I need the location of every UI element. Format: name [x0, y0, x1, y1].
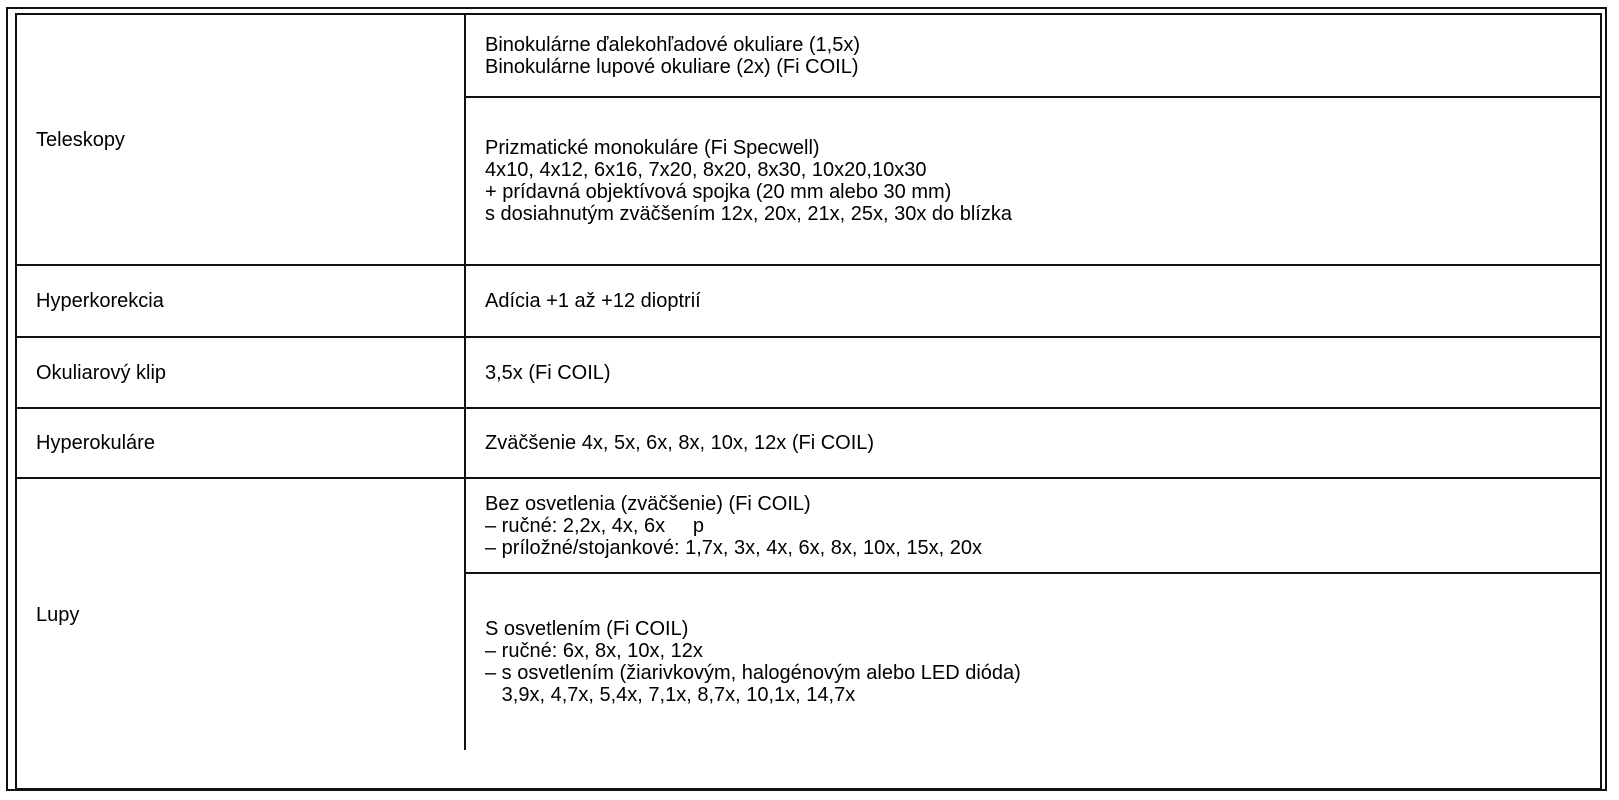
teleskopy-entry-binocular — [466, 15, 1600, 98]
entry-line: 3,5x (Fi COIL) — [485, 361, 611, 384]
lupy-entry-without-light — [466, 479, 1600, 574]
entry-line: – s osvetlením (žiarivkovým, halogénovým alebo LED dióda) — [485, 662, 1021, 684]
row-label-lupy — [17, 479, 466, 750]
row-label-text: Lupy — [36, 603, 80, 626]
entry-line: 3,9x, 4,7x, 5,4x, 7,1x, 8,7x, 10,1x, 14,7x — [485, 684, 856, 706]
lupy-entry-with-light — [466, 574, 1600, 750]
entry-lines — [485, 362, 611, 384]
entry-line: Adícia +1 až +12 dioptrií — [485, 290, 701, 312]
entry-line: S osvetlením (Fi COIL) — [485, 618, 689, 640]
entry-line: Zväčšenie 4x, 5x, 6x, 8x, 10x, 12x (Fi COIL) — [485, 432, 875, 454]
entry-line: Binokulárne ďalekohľadové okuliare (1,5x) — [485, 33, 861, 56]
hyperkorekcia-entry — [466, 266, 1600, 338]
entry-line: – príložné/stojankové: 1,7x, 3x, 4x, 6x, 8x, 10x, 15x, 20x — [485, 536, 982, 559]
entry-line: Bez osvetlenia (zväčšenie) (Fi COIL) — [485, 492, 811, 515]
row-label-text: Hyperkorekcia — [36, 290, 164, 312]
entry-lines — [485, 432, 874, 454]
row-label-hyperkorekcia — [17, 266, 466, 338]
row-label-hyperokulare — [17, 409, 466, 479]
entry-line: + prídavná objektívová spojka (20 mm alebo 30 mm) — [485, 181, 952, 203]
teleskopy-entry-monocular — [466, 98, 1600, 266]
entry-lines — [485, 137, 1012, 225]
entry-line: – ručné: 6x, 8x, 10x, 12x — [485, 640, 703, 662]
entry-lines — [485, 493, 982, 559]
entry-lines — [485, 618, 1021, 706]
entry-line: s dosiahnutým zväčšením 12x, 20x, 21x, 25x, 30x do blízka — [485, 203, 1012, 225]
hyperokulare-entry — [466, 409, 1600, 479]
okuliarovy-klip-entry — [466, 338, 1600, 409]
row-label-text: Teleskopy — [36, 128, 125, 151]
row-label-teleskopy — [17, 15, 466, 266]
entry-lines — [485, 34, 860, 78]
entry-lines — [485, 290, 701, 312]
entry-line: Prizmatické monokuláre (Fi Specwell) — [485, 137, 820, 159]
entry-line: 4x10, 4x12, 6x16, 7x20, 8x20, 8x30, 10x20,10x30 — [485, 159, 927, 181]
row-label-okuliarovy-klip — [17, 338, 466, 409]
aids-table — [15, 13, 1602, 790]
entry-line: Binokulárne lupové okuliare (2x) (Fi COIL) — [485, 55, 859, 78]
row-label-text: Hyperokuláre — [36, 432, 155, 454]
row-label-text: Okuliarový klip — [36, 361, 167, 384]
entry-line: – ručné: 2,2x, 4x, 6x p — [485, 514, 705, 537]
